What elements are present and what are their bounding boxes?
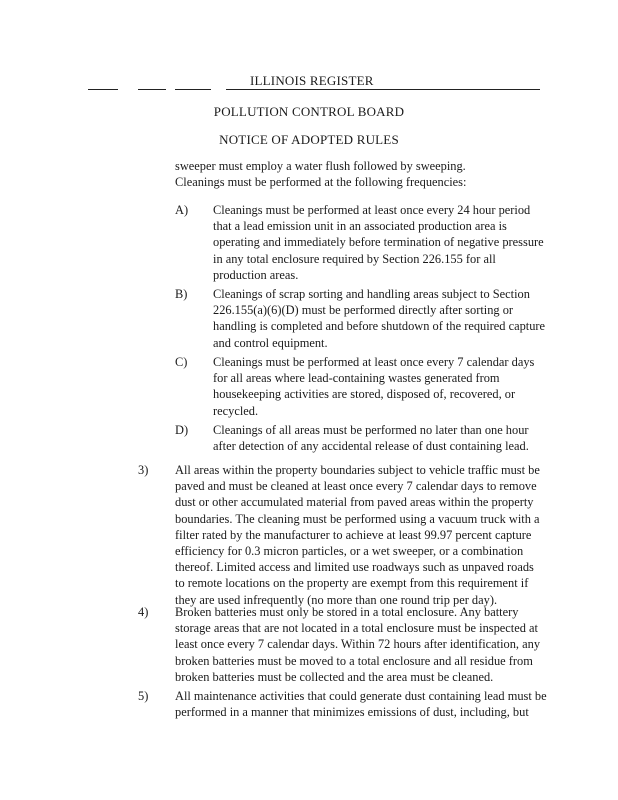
header-rule-segment bbox=[175, 89, 211, 90]
subitem-text: Cleanings of scrap sorting and handling areas subject to Section 226.155(a)(6)(D) must be performed directly after sorting or handling is completed and before shutdown of the required capture and control equipment. bbox=[213, 287, 546, 350]
item-text: All areas within the property boundaries subject to vehicle traffic must be paved and must be cleaned at least once every 7 calendar days to remove dust or other accumulated material from paved areas within the property boundaries. The cleaning must be performed using a vacuum truck with a filter rated by the manufacturer to achieve at least 99.97 percent capture efficiency for 0.3 micron particles, or a wet sweeper, or a combination thereof. Limited access and limited use roadways such as unpaved roads to remote locations on the property are exempt from this requirement if they are used infrequently (no more than one round trip per day). bbox=[175, 463, 540, 607]
item-label: 5) bbox=[138, 689, 149, 703]
item-text: All maintenance activities that could generate dust containing lead must be performed in a manner that minimizes emissions of dust, including, but bbox=[175, 689, 547, 720]
item-label: 4) bbox=[138, 605, 149, 619]
notice-heading: NOTICE OF ADOPTED RULES bbox=[219, 132, 399, 147]
subitem-text: Cleanings must be performed at least once every 7 calendar days for all areas where lead-containing wastes generated from housekeeping activities are stored, disposed of, recovered, or recycled. bbox=[213, 355, 535, 418]
item-label: 3) bbox=[138, 463, 149, 477]
header-rule-segment bbox=[138, 89, 166, 90]
board-heading: POLLUTION CONTROL BOARD bbox=[213, 104, 405, 119]
intro-paragraph: sweeper must employ a water flush followed by sweeping. Cleanings must be performed at the following frequencies: bbox=[175, 159, 467, 190]
subitem-label: D) bbox=[175, 423, 189, 437]
subitem-label: A) bbox=[175, 203, 189, 217]
header-rule-segment bbox=[226, 89, 540, 90]
subitem-text: Cleanings of all areas must be performed no later than one hour after detection of any accidental release of dust containing lead. bbox=[213, 423, 529, 454]
subitem-text: Cleanings must be performed at least once every 24 hour period that a lead emission unit in an associated production area is operating and immediately before termination of negative pressure in any total enclosure required by Section 226.155 for all production areas. bbox=[213, 203, 544, 282]
header-rule-segment bbox=[88, 89, 118, 90]
subitem-label: C) bbox=[175, 355, 188, 369]
subitem-label: B) bbox=[175, 287, 188, 301]
item-text: Broken batteries must only be stored in a total enclosure. Any battery storage areas that are not located in a total enclosure must be inspected at least once every 7 calendar days. Within 72 hours after identification, any broken batteries must be moved to a total enclosure and all residue from broken batteries must be collected and the area must be cleaned. bbox=[175, 605, 541, 684]
register-title: ILLINOIS REGISTER bbox=[250, 73, 374, 88]
